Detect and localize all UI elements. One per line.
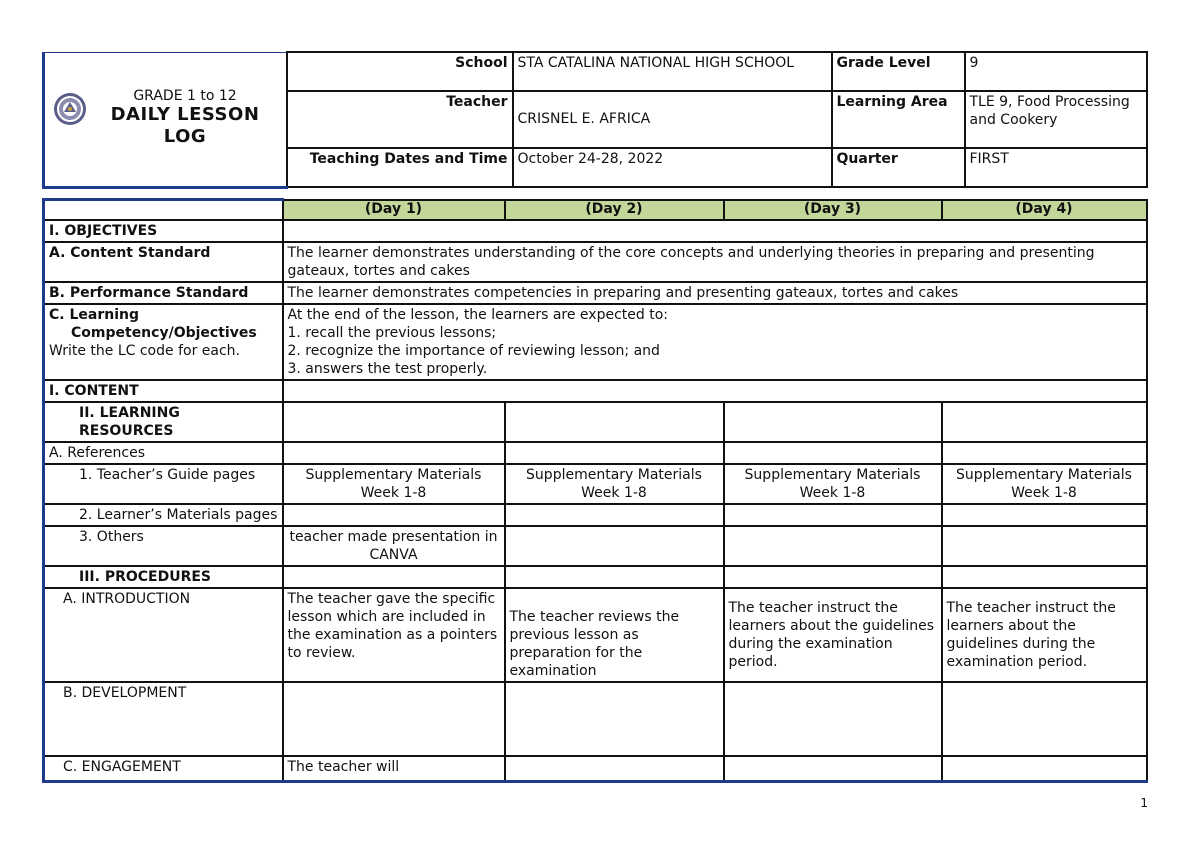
logo-title-line1: DAILY LESSON (110, 103, 260, 125)
introduction-day4: The teacher instruct the learners about the guidelines during the examination period. (942, 588, 1147, 682)
day-3-header: (Day 3) (724, 200, 942, 220)
teaching-dates-label: Teaching Dates and Time (287, 148, 513, 187)
introduction-day2: The teacher reviews the previous lesson as preparation for the examination (505, 588, 724, 682)
engagement-day3 (724, 756, 942, 782)
school-value: STA CATALINA NATIONAL HIGH SCHOOL (513, 52, 832, 91)
resources-day2 (505, 402, 724, 442)
teacher-label: Teacher (287, 91, 513, 147)
lc-item-3: 3. answers the test properly. (287, 360, 488, 377)
teachers-guide-day4: Supplementary Materials Week 1-8 (942, 464, 1147, 504)
references-day1 (283, 442, 505, 464)
learners-materials-day1 (283, 504, 505, 526)
development-day4 (942, 682, 1147, 756)
learning-competency-line2: Competency/Objectives (71, 324, 257, 341)
content-blank (283, 380, 1147, 402)
day-4-header: (Day 4) (942, 200, 1147, 220)
development-day2 (505, 682, 724, 756)
teacher-name: CRISNEL E. AFRICA (517, 111, 651, 128)
logo-subtitle: GRADE 1 to 12 (133, 87, 237, 104)
lesson-table (42, 198, 1148, 783)
page-number: 1 (1140, 796, 1148, 810)
performance-standard-label: B. Performance Standard (44, 282, 283, 304)
development-label: B. DEVELOPMENT (44, 682, 283, 756)
procedures-day4 (942, 566, 1147, 588)
procedures-day3 (724, 566, 942, 588)
others-day2 (505, 526, 724, 566)
introduction-day3: The teacher instruct the learners about the guidelines during the examination period. (724, 588, 942, 682)
day-2-header: (Day 2) (505, 200, 724, 220)
learning-area-value: TLE 9, Food Processing and Cookery (965, 91, 1147, 147)
logo-cell (44, 52, 287, 187)
content-standard-text: The learner demonstrates understanding of the core concepts and underlying theories in preparing and presenting gateaux, tortes and cakes (283, 242, 1147, 282)
learners-materials-day2 (505, 504, 724, 526)
development-day3 (724, 682, 942, 756)
development-day1 (283, 682, 505, 756)
lc-item-2: 2. recognize the importance of reviewing lesson; and (287, 342, 660, 359)
others-day4 (942, 526, 1147, 566)
references-day2 (505, 442, 724, 464)
learning-competency-note: Write the LC code for each. (49, 342, 240, 359)
logo-title-line2: LOG (163, 125, 207, 147)
performance-standard-text: The learner demonstrates competencies in preparing and presenting gateaux, tortes and cakes (283, 282, 1147, 304)
references-label: A. References (44, 442, 283, 464)
learning-area-label: Learning Area (832, 91, 965, 147)
engagement-label: C. ENGAGEMENT (44, 756, 283, 782)
content-standard-label: A. Content Standard (44, 242, 283, 282)
learners-materials-day4 (942, 504, 1147, 526)
others-day3 (724, 526, 942, 566)
procedures-day2 (505, 566, 724, 588)
teacher-value (513, 91, 832, 147)
teachers-guide-day1: Supplementary Materials Week 1-8 (283, 464, 505, 504)
quarter-label: Quarter (832, 148, 965, 187)
learning-competency-text (283, 304, 1147, 380)
grade-level-label: Grade Level (832, 52, 965, 91)
introduction-label: A. INTRODUCTION (44, 588, 283, 682)
deped-seal-icon (53, 92, 87, 126)
learning-competency-label (44, 304, 283, 380)
engagement-day1: The teacher will (283, 756, 505, 782)
introduction-day1: The teacher gave the specific lesson which are included in the examination as a pointers to review. (283, 588, 505, 682)
resources-day3 (724, 402, 942, 442)
engagement-day4 (942, 756, 1147, 782)
lc-intro: At the end of the lesson, the learners are expected to: (287, 306, 668, 323)
resources-day1 (283, 402, 505, 442)
learning-resources-heading: II. LEARNING RESOURCES (44, 402, 283, 442)
objectives-blank (283, 220, 1147, 242)
others-label: 3. Others (44, 526, 283, 566)
objectives-heading: I. OBJECTIVES (44, 220, 283, 242)
grade-level-value: 9 (965, 52, 1147, 91)
learners-materials-label: 2. Learner’s Materials pages (44, 504, 283, 526)
header-table (42, 51, 1148, 189)
teachers-guide-day3: Supplementary Materials Week 1-8 (724, 464, 942, 504)
procedures-day1 (283, 566, 505, 588)
lc-item-1: 1. recall the previous lessons; (287, 324, 497, 341)
quarter-value: FIRST (965, 148, 1147, 187)
learners-materials-day3 (724, 504, 942, 526)
teaching-dates-value: October 24-28, 2022 (513, 148, 832, 187)
day-header-blank (44, 200, 283, 220)
day-1-header: (Day 1) (283, 200, 505, 220)
teachers-guide-label: 1. Teacher’s Guide pages (44, 464, 283, 504)
school-label: School (287, 52, 513, 91)
teachers-guide-day2: Supplementary Materials Week 1-8 (505, 464, 724, 504)
references-day3 (724, 442, 942, 464)
engagement-day2 (505, 756, 724, 782)
others-day1: teacher made presentation in CANVA (283, 526, 505, 566)
procedures-heading: III. PROCEDURES (44, 566, 283, 588)
content-heading: I. CONTENT (44, 380, 283, 402)
references-day4 (942, 442, 1147, 464)
learning-competency-line1: C. Learning (49, 306, 139, 323)
resources-day4 (942, 402, 1147, 442)
logo-title (95, 104, 275, 148)
